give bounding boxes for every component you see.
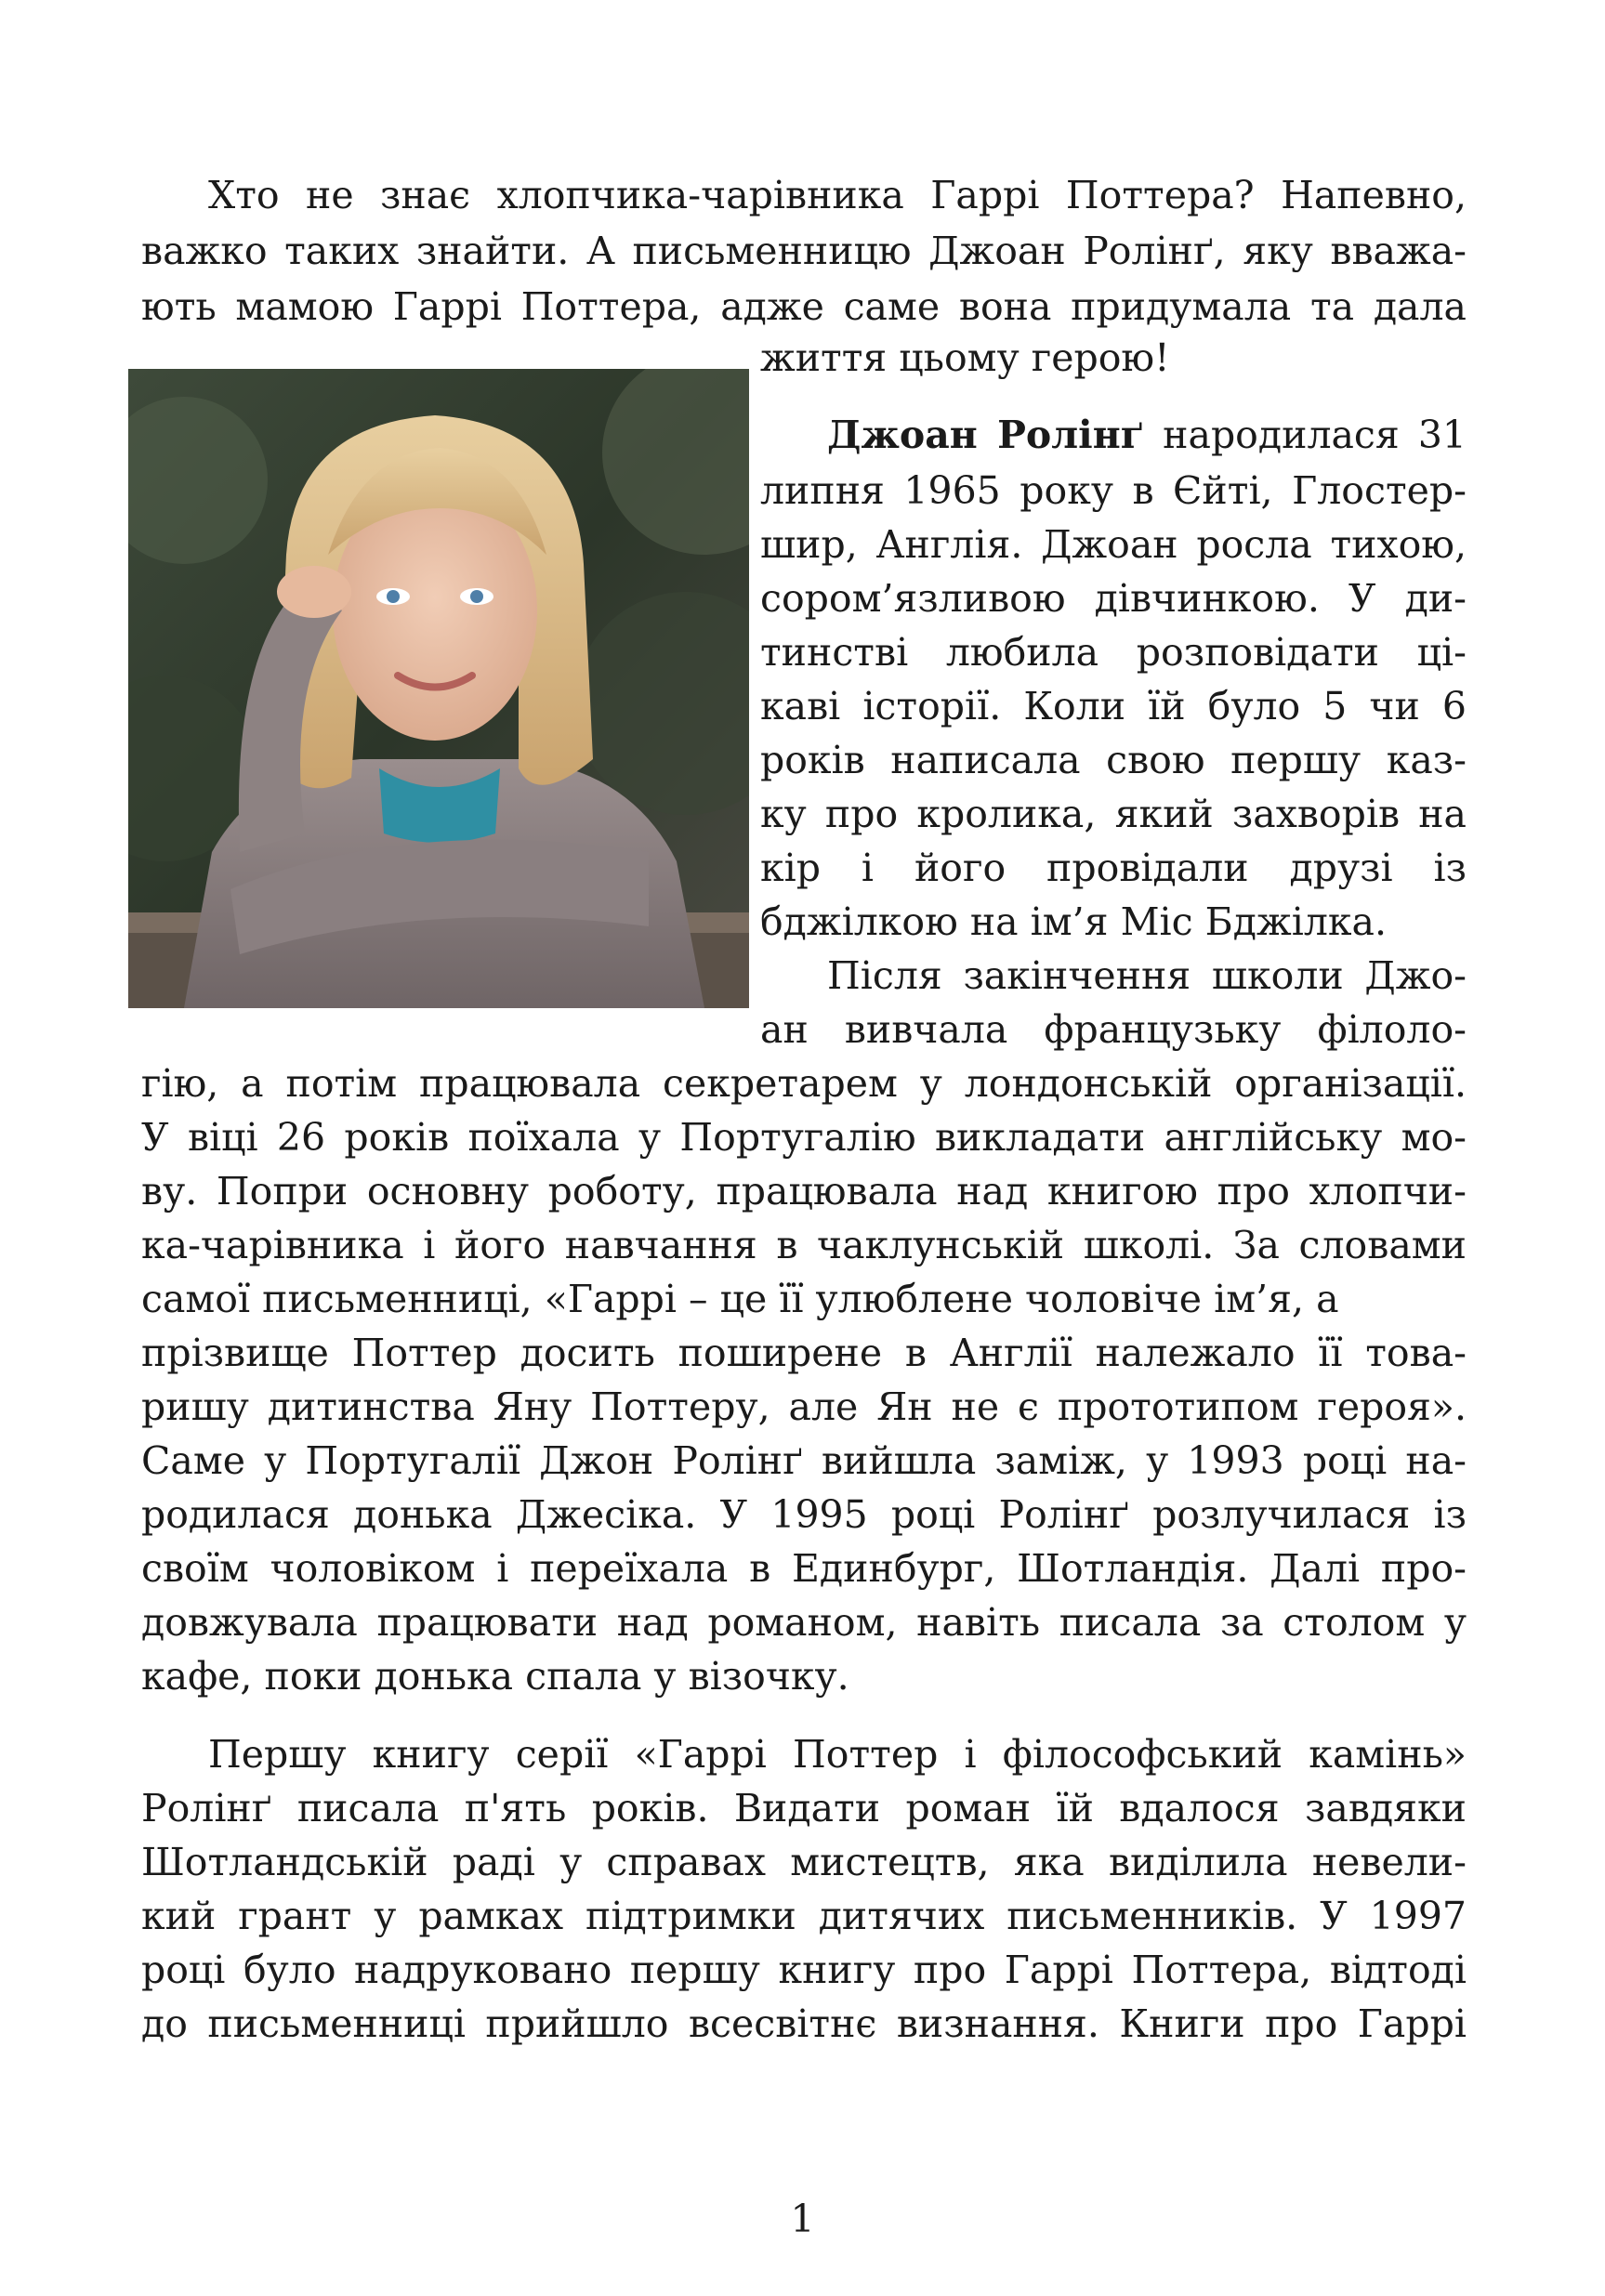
paragraph-1-line-2: важко таких знайти. А письменницю Джоан Ролінґ, яку вважа- — [141, 229, 1467, 273]
paragraph-2-line-1-rest: народилася 31 — [1144, 413, 1467, 457]
paragraph-3-line-11: родилася донька Джесіка. У 1995 році Ролінґ розлучилася із — [141, 1492, 1467, 1537]
paragraph-2-line-3: шир, Англія. Джоан росла тихою, — [760, 522, 1467, 567]
paragraph-3-line-1: Після закінчення школи Джо- — [827, 953, 1467, 998]
paragraph-1-line-3: ють мамою Гаррі Поттера, адже саме вона придумала та дала — [141, 284, 1467, 329]
paragraph-2-line-10: бджілкою на ім’я Міс Бджілка. — [760, 899, 1388, 944]
paragraph-3-line-13: довжувала працювати над романом, навіть писала за столом у — [141, 1600, 1467, 1645]
paragraph-4-line-4: кий грант у рамках підтримки дитячих письменників. У 1997 — [141, 1894, 1467, 1938]
paragraph-3-line-10: Саме у Португалії Джон Ролінґ вийшла заміж, у 1993 році на- — [141, 1438, 1467, 1483]
paragraph-3-line-6: ка-чарівника і його навчання в чаклунській школі. За словами — [141, 1223, 1467, 1267]
paragraph-3-line-4: У віці 26 років поїхала у Португалію викладати англійську мо- — [141, 1115, 1467, 1160]
paragraph-3-line-14: кафе, поки донька спала у візочку. — [141, 1654, 849, 1699]
paragraph-3-line-3: гію, а потім працювала секретарем у лондонській організації. — [141, 1061, 1467, 1106]
paragraph-3-line-7: самої письменниці, «Гаррі – це її улюблене чоловіче ім’я, а — [141, 1277, 1339, 1321]
paragraph-1-line-1: Хто не знає хлопчика-чарівника Гаррі Поттера? Напевно, — [208, 173, 1467, 217]
paragraph-3-line-2: ан вивчала французьку філоло- — [760, 1007, 1467, 1052]
paragraph-3-line-9: ришу дитинства Яну Поттеру, але Ян не є прототипом героя». — [141, 1384, 1467, 1429]
paragraph-4-line-6: до письменниці прийшло всесвітнє визнання. Книги про Гаррі — [141, 2001, 1467, 2046]
paragraph-2-line-4: сором’язливою дівчинкою. У ди- — [760, 576, 1467, 621]
paragraph-4-line-1: Першу книгу серії «Гаррі Поттер і філософський камінь» — [208, 1732, 1467, 1777]
portrait-illustration — [128, 369, 749, 1008]
author-photo — [128, 369, 749, 1008]
paragraph-2-line-7: років написала свою першу каз- — [760, 738, 1467, 782]
paragraph-3-line-5: ву. Попри основну роботу, працювала над книгою про хлопчи- — [141, 1169, 1467, 1214]
paragraph-2-line-6: каві історії. Коли їй було 5 чи 6 — [760, 684, 1467, 728]
paragraph-1-line-4: життя цьому герою! — [760, 335, 1170, 380]
author-name: Джоан Ролінґ — [827, 413, 1145, 457]
paragraph-2-line-9: кір і його провідали друзі із — [760, 846, 1467, 890]
paragraph-2-line-8: ку про кролика, який захворів на — [760, 792, 1467, 836]
paragraph-4-line-2: Ролінґ писала п'ять років. Видати роман їй вдалося завдяки — [141, 1786, 1467, 1830]
page-number: 1 — [790, 2197, 815, 2241]
paragraph-4-line-3: Шотландській раді у справах мистецтв, яка виділила невели- — [141, 1840, 1467, 1884]
paragraph-2-line-1 — [760, 407, 1467, 463]
paragraph-2-line-5: тинстві любила розповідати ці- — [760, 630, 1467, 675]
paragraph-2-line-2: липня 1965 року в Єйті, Глостер- — [760, 468, 1467, 513]
paragraph-3-line-8: прізвище Поттер досить поширене в Англії належало її това- — [141, 1331, 1467, 1375]
paragraph-4-line-5: році було надруковано першу книгу про Гаррі Поттера, відтоді — [141, 1948, 1467, 1992]
paragraph-3-line-12: своїм чоловіком і переїхала в Единбург, Шотландія. Далі про- — [141, 1546, 1467, 1591]
